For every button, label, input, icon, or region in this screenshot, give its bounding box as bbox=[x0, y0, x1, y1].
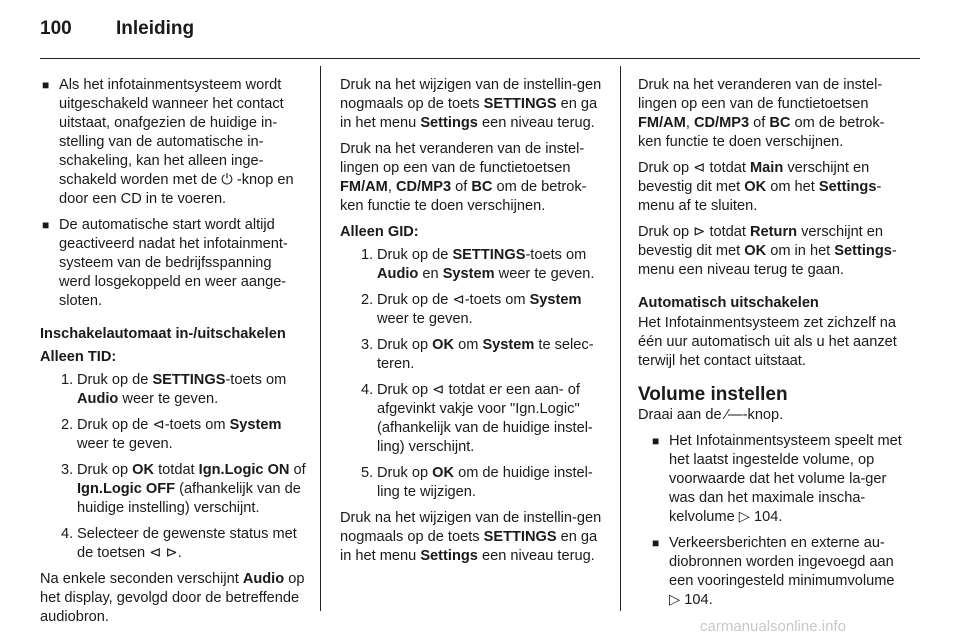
watermark: carmanualsonline.info bbox=[700, 618, 846, 635]
bullet-item: ■ Als het infotainmentsysteem wordt uitgeschakeld wanneer het contact uitstaat, onafgezien de huidige in-stelling van de automatische in-schakeling, kan het alleen inge-schakeld worden met de ⏻ -knop en door een CD in te voeren. bbox=[42, 77, 294, 207]
paragraph: Draai aan de ∕—-knop. bbox=[638, 407, 784, 423]
column-divider bbox=[320, 66, 321, 611]
bullet-icon: ■ bbox=[652, 536, 660, 550]
bullet-list bbox=[638, 432, 906, 610]
page-header bbox=[40, 18, 194, 40]
power-icon: ⏻ bbox=[221, 172, 233, 188]
step-list bbox=[40, 371, 306, 563]
section-heading: Inschakelautomaat in-/uitschakelen bbox=[40, 326, 286, 342]
step-item: 4. Selecteer de gewenste status met de toetsen ⊲ ⊳. bbox=[61, 526, 297, 561]
left-arrow-icon: ⊲ bbox=[432, 382, 445, 398]
step-item: 3. Druk op OK totdat Ign.Logic ON of Ign.Logic OFF (afhankelijk van de huidige instelling) verschijnt. bbox=[61, 462, 306, 516]
paragraph: Druk op ⊲ totdat Main verschijnt en bevestig dit met OK om het Settings-menu af te sluiten. bbox=[638, 160, 882, 214]
step-item: 1. Druk op de SETTINGS-toets om Audio en System weer te geven. bbox=[361, 247, 595, 282]
bullet-item: ■ Het Infotainmentsysteem speelt met het laatst ingestelde volume, op voorwaarde dat het volume la-ger was dan het maximale inscha-kelvolume ▷ 104. bbox=[652, 433, 902, 525]
volume-knob-icon: ∕— bbox=[725, 407, 743, 423]
column-3 bbox=[638, 76, 906, 617]
paragraph: Druk na het veranderen van de instel-lingen op een van de functietoetsen FM/AM, CD/MP3 of BC om de betrok-ken functie te doen verschijnen. bbox=[638, 77, 885, 150]
bullet-icon: ■ bbox=[42, 218, 50, 232]
left-arrow-icon: ⊲ bbox=[152, 417, 165, 433]
step-item: 1. Druk op de SETTINGS-toets om Audio weer te geven. bbox=[61, 372, 287, 407]
section-heading: Automatisch uitschakelen bbox=[638, 295, 819, 311]
page-title: Inleiding bbox=[116, 18, 195, 39]
paragraph: Druk op ⊳ totdat Return verschijnt en bevestig dit met OK om in het Settings-menu een niveau terug te gaan. bbox=[638, 224, 897, 278]
bullet-icon: ■ bbox=[652, 434, 660, 448]
column-1 bbox=[40, 76, 306, 634]
step-item: 2. Druk op de ⊲-toets om System weer te geven. bbox=[61, 417, 282, 452]
right-arrow-icon: ⊳ bbox=[693, 224, 706, 240]
column-divider bbox=[620, 66, 621, 611]
step-list bbox=[340, 246, 606, 502]
left-arrow-icon: ⊲ bbox=[452, 292, 465, 308]
paragraph: Het Infotainmentsysteem zet zichzelf na één uur automatisch uit als u het aanzet terwijl het contact uitstaat. bbox=[638, 315, 897, 369]
step-item: 3. Druk op OK om System te selec-teren. bbox=[361, 337, 594, 372]
paragraph: Druk na het veranderen van de instel-lingen op een van de functietoetsen FM/AM, CD/MP3 of BC om de betrok-ken functie te doen verschijnen. bbox=[340, 141, 587, 214]
section-title: Volume instellen bbox=[638, 384, 788, 405]
paragraph: Na enkele seconden verschijnt Audio op het display, gevolgd door de betreffende audiobron. bbox=[40, 571, 305, 625]
step-item: 2. Druk op de ⊲-toets om System weer te geven. bbox=[361, 292, 582, 327]
section-heading: Alleen GID: bbox=[340, 224, 419, 240]
header-rule bbox=[40, 58, 920, 59]
page-reference[interactable]: ▷ 104. bbox=[669, 592, 713, 608]
paragraph: Druk na het wijzigen van de instellin-gen nogmaals op de toets SETTINGS en ga in het menu Settings een niveau terug. bbox=[340, 77, 602, 131]
left-arrow-icon: ⊲ bbox=[693, 160, 706, 176]
bullet-item: ■ De automatische start wordt altijd geactiveerd nadat het infotainment-systeem van de bedrijfsspanning werd losgekoppeld en weer aange-sloten. bbox=[42, 217, 288, 309]
bullet-item: ■ Verkeersberichten en externe au-diobronnen worden ingevoegd aan een vooringesteld minimumvolume ▷ 104. bbox=[652, 535, 895, 608]
section-heading: Alleen TID: bbox=[40, 349, 117, 365]
page-reference[interactable]: ▷ 104. bbox=[738, 509, 783, 525]
page-number: 100 bbox=[40, 18, 72, 39]
step-item: 4. Druk op ⊲ totdat er een aan- of afgevinkt vakje voor "Ign.Logic" (afhankelijk van de huidige instel-ling) verschijnt. bbox=[361, 382, 593, 455]
paragraph: Druk na het wijzigen van de instellin-gen nogmaals op de toets SETTINGS en ga in het menu Settings een niveau terug. bbox=[340, 510, 602, 564]
bullet-icon: ■ bbox=[42, 78, 50, 92]
column-2 bbox=[340, 76, 606, 573]
step-item: 5. Druk op OK om de huidige instel-ling te wijzigen. bbox=[361, 465, 593, 500]
arrow-keys-icon: ⊲ ⊳ bbox=[149, 545, 178, 561]
